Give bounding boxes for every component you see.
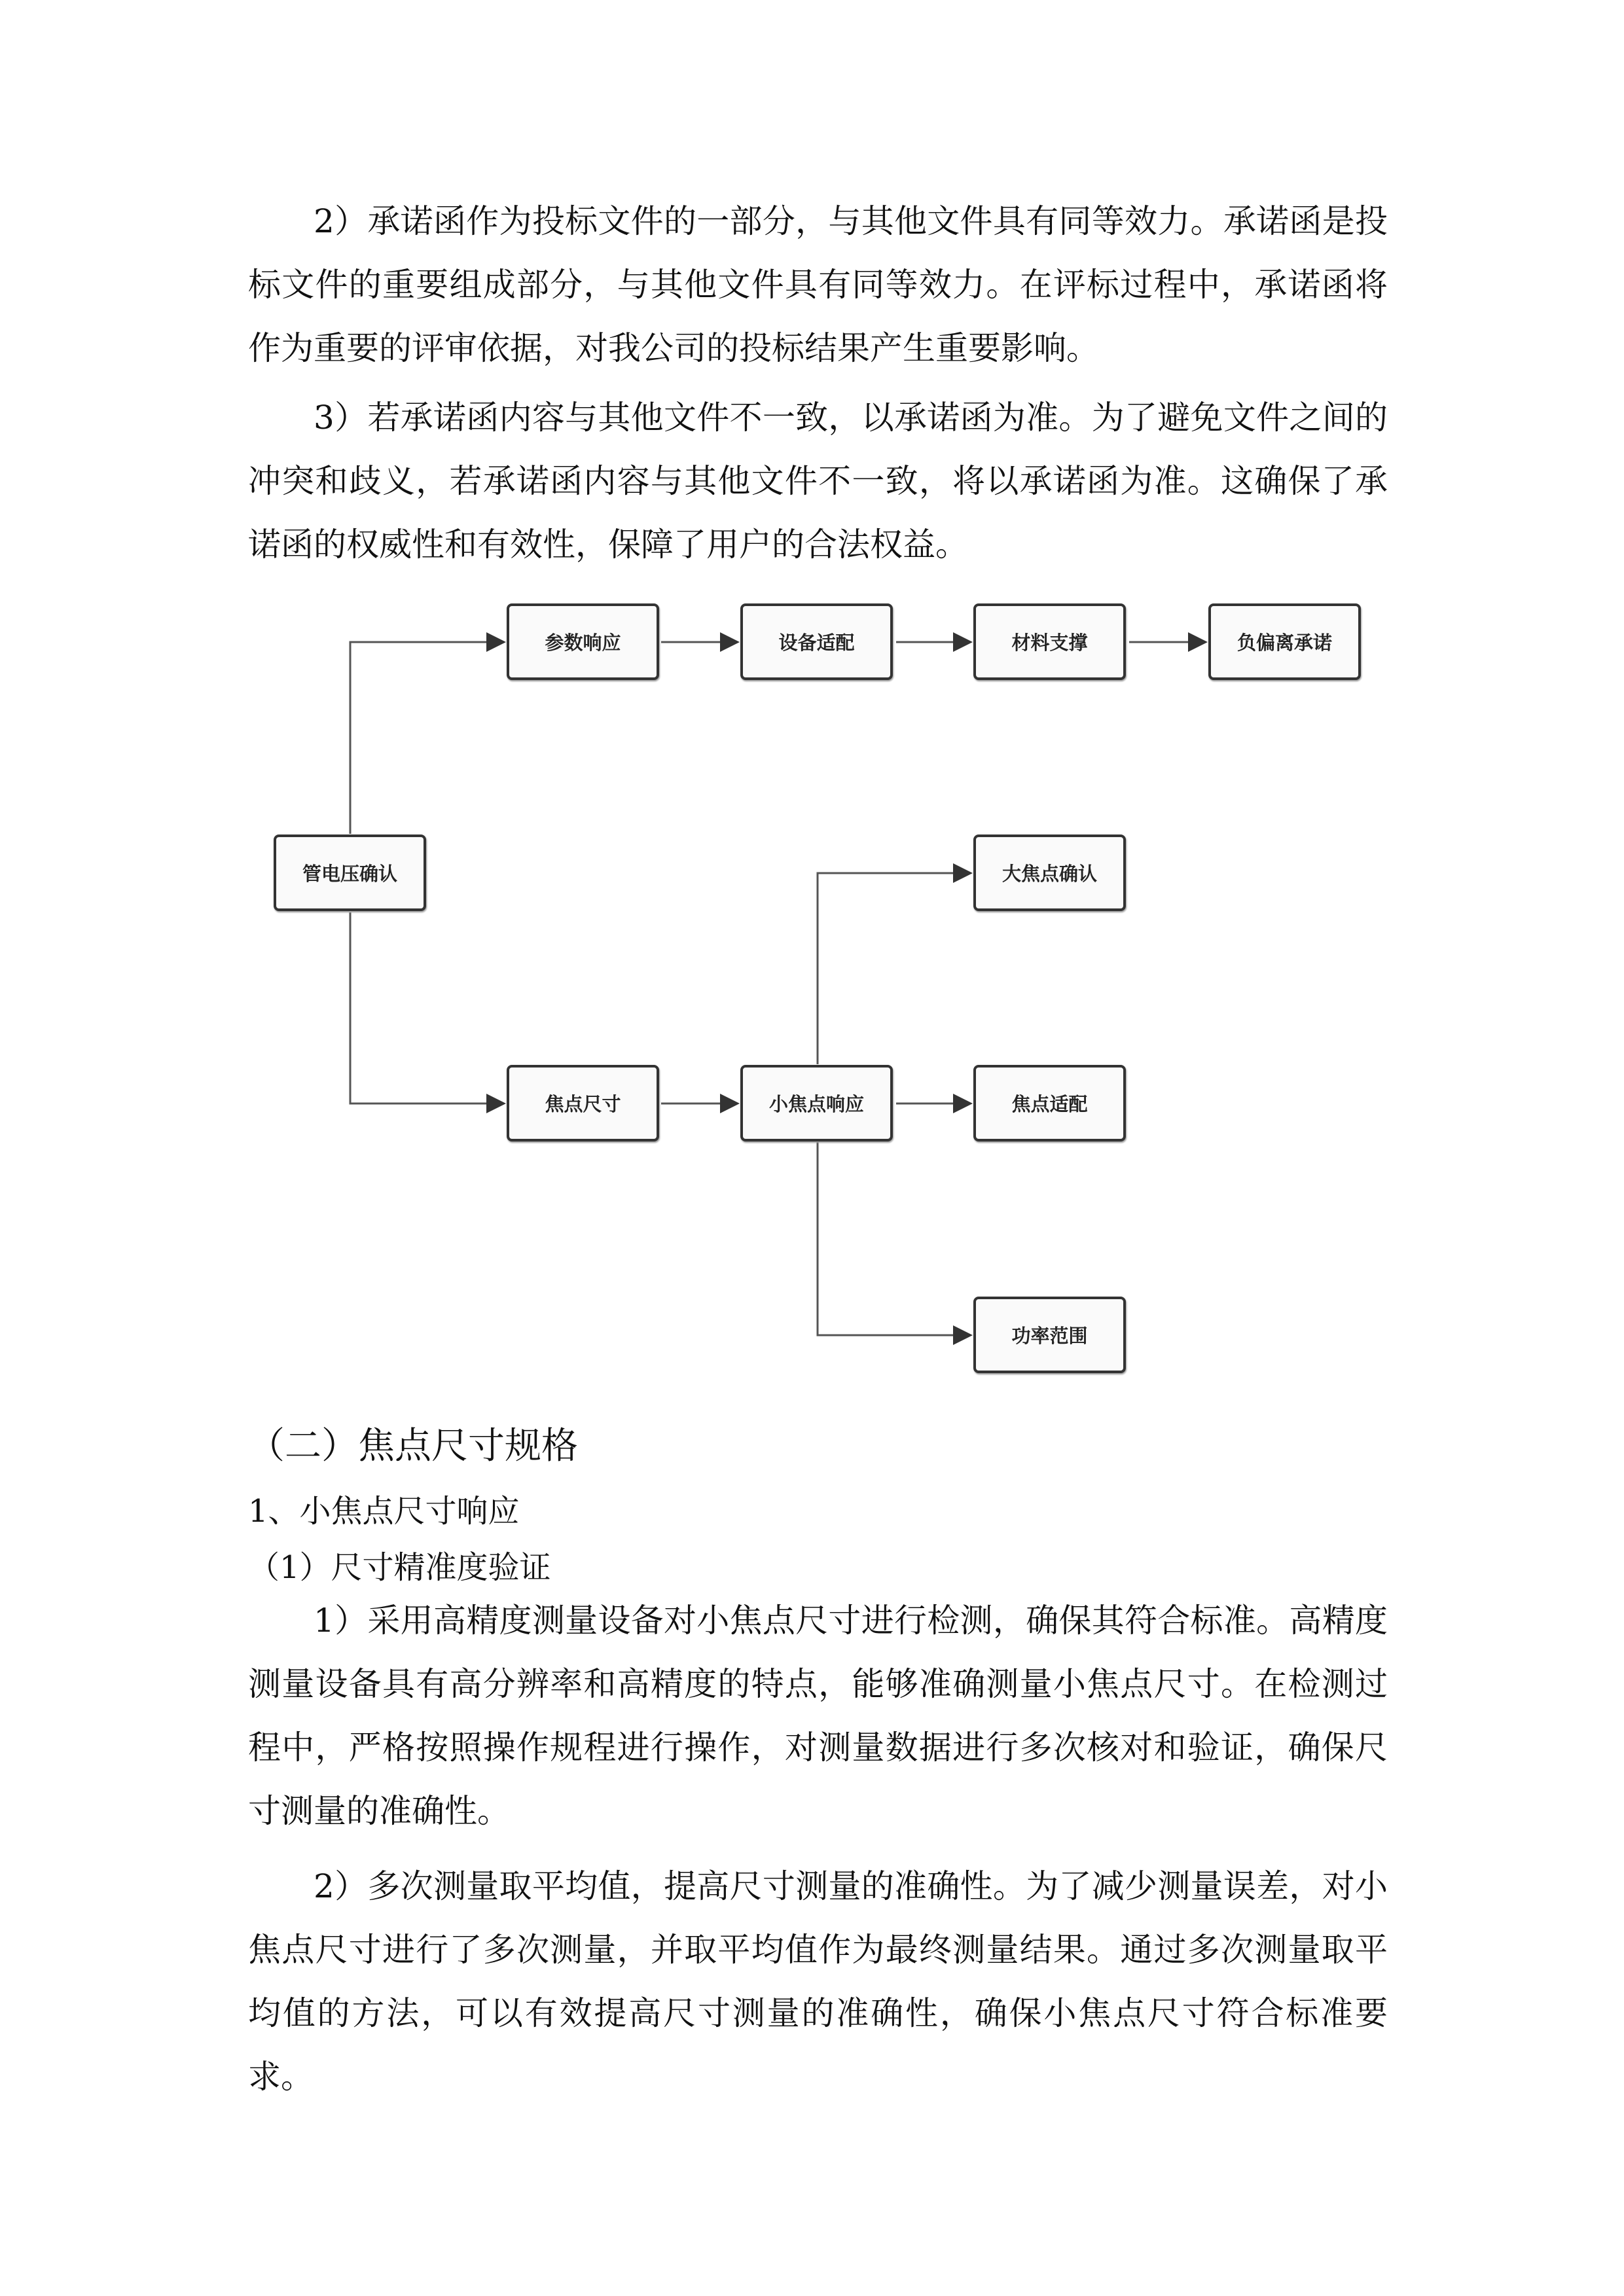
node-power-range: 功率范围 xyxy=(973,1297,1126,1373)
subheading-2: （1）尺寸精准度验证 xyxy=(248,1549,551,1586)
node-material-support: 材料支撑 xyxy=(973,603,1126,680)
node-small-focus: 小焦点响应 xyxy=(740,1065,893,1141)
node-focus-adapt: 焦点适配 xyxy=(973,1065,1126,1141)
text-line: 3）若承诺函内容与其他文件不一致，以承诺函为准。为了避免文件之间的 xyxy=(314,399,1388,437)
connector xyxy=(350,642,504,834)
node-param-response: 参数响应 xyxy=(507,603,659,680)
connector xyxy=(350,912,504,1103)
node-focus-size: 焦点尺寸 xyxy=(507,1065,659,1141)
node-large-focus: 大焦点确认 xyxy=(973,834,1126,911)
paragraph-b2 xyxy=(248,1855,1388,2109)
text-line: 2）承诺函作为投标文件的一部分，与其他文件具有同等效力。承诺函是投 xyxy=(314,202,1388,240)
node-negative-deviation: 负偏离承诺 xyxy=(1208,603,1361,680)
text-line: 求。 xyxy=(248,2058,314,2096)
section-heading: （二）焦点尺寸规格 xyxy=(248,1425,578,1467)
text-line: 寸测量的准确性。 xyxy=(248,1792,510,1830)
paragraph-b1 xyxy=(248,1589,1388,1843)
text-line: 焦点尺寸进行了多次测量，并取平均值作为最终测量结果。通过多次测量取平 xyxy=(248,1931,1388,1969)
text-line: 标文件的重要组成部分，与其他文件具有同等效力。在评标过程中，承诺函将 xyxy=(248,266,1388,304)
text-line: 均值的方法，可以有效提高尺寸测量的准确性，确保小焦点尺寸符合标准要 xyxy=(248,1994,1388,2032)
text-line: 1）采用高精度测量设备对小焦点尺寸进行检测，确保其符合标准。高精度 xyxy=(314,1602,1388,1640)
text-line: 测量设备具有高分辨率和高精度的特点，能够准确测量小焦点尺寸。在检测过 xyxy=(248,1665,1388,1703)
connector xyxy=(818,873,971,1064)
connector xyxy=(818,1142,971,1335)
subheading-1: 1、小焦点尺寸响应 xyxy=(248,1493,520,1530)
text-line: 作为重要的评审依据，对我公司的投标结果产生重要影响。 xyxy=(248,329,1099,367)
text-line: 程中，严格按照操作规程进行操作，对测量数据进行多次核对和验证，确保尺 xyxy=(248,1729,1388,1767)
text-line: 诺函的权威性和有效性，保障了用户的合法权益。 xyxy=(248,526,968,564)
node-tube-voltage: 管电压确认 xyxy=(274,834,426,911)
node-device-adapt: 设备适配 xyxy=(740,603,893,680)
text-line: 2）多次测量取平均值，提高尺寸测量的准确性。为了减少测量误差，对小 xyxy=(314,1867,1388,1905)
text-line: 冲突和歧义，若承诺函内容与其他文件不一致，将以承诺函为准。这确保了承 xyxy=(248,462,1388,500)
